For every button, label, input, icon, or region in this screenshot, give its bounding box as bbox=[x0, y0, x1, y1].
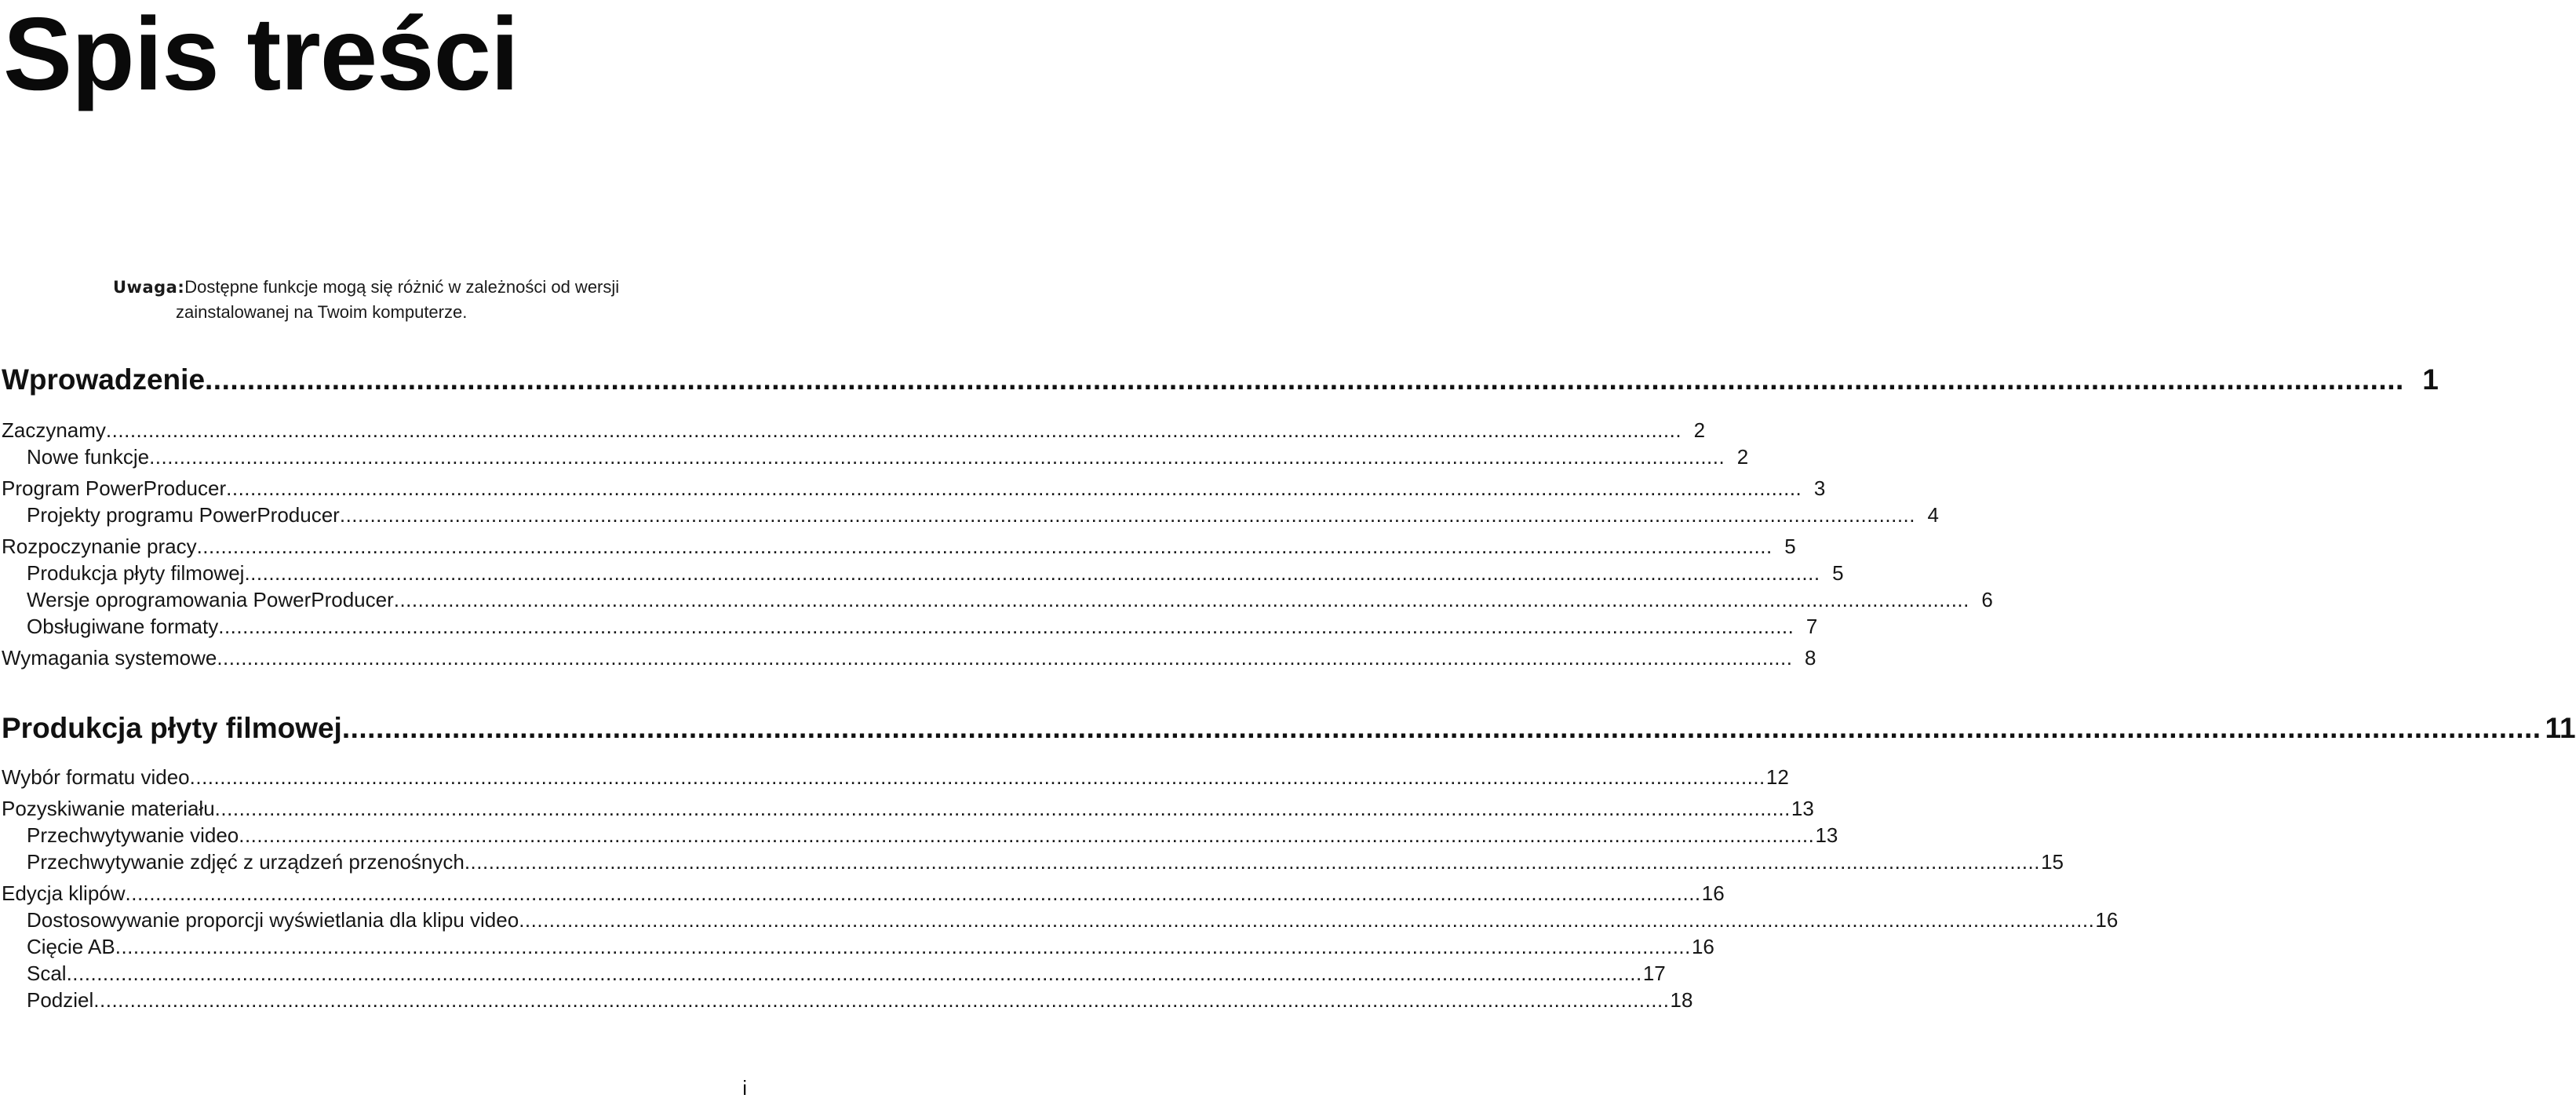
toc-entry-title: Dostosowywanie proporcji wyświetlania dla klipu video bbox=[27, 908, 519, 932]
toc-entry-title: Projekty programu PowerProducer bbox=[27, 503, 340, 527]
toc-entry-title: Zaczynamy bbox=[2, 418, 106, 442]
toc-entry-page: 5 bbox=[1832, 561, 1844, 585]
toc-leader-dots: .................................................................................................................................................................................................................................................................... bbox=[341, 712, 2541, 744]
toc-entry[interactable] bbox=[27, 614, 1818, 639]
toc-entry-page: 16 bbox=[1691, 935, 1714, 958]
toc-entry-title: Program PowerProducer bbox=[2, 476, 227, 500]
toc-entry[interactable] bbox=[27, 961, 1666, 986]
toc-chapter[interactable] bbox=[2, 711, 2576, 746]
toc-entry-title: Cięcie AB bbox=[27, 935, 115, 958]
toc-entry[interactable] bbox=[27, 560, 1844, 586]
toc-entry-title: Pozyskiwanie materiału bbox=[2, 797, 215, 820]
toc-entry-title: Scal bbox=[27, 962, 67, 985]
toc-leader-dots: .................................................................................................................................................................................................................................................................... bbox=[339, 503, 1915, 527]
toc-leader-dots: .................................................................................................................................................................................................................................................................... bbox=[217, 646, 1793, 670]
toc-entry-page: 17 bbox=[1642, 962, 1666, 985]
note-label: Uwaga: bbox=[113, 278, 185, 297]
toc-leader-dots: .................................................................................................................................................................................................................................................................... bbox=[189, 765, 1765, 789]
toc-leader-dots: .................................................................................................................................................................................................................................................................... bbox=[464, 850, 2040, 874]
note-text-line2: zainstalowanej na Twoim komputerze. bbox=[176, 302, 468, 322]
toc-entry[interactable] bbox=[27, 587, 1993, 612]
toc-entry[interactable] bbox=[2, 881, 1725, 906]
toc-entry[interactable] bbox=[27, 987, 1693, 1013]
toc-entry-page: 18 bbox=[1670, 988, 1693, 1012]
toc-entry-page: 8 bbox=[1805, 646, 1816, 670]
toc-leader-dots: .................................................................................................................................................................................................................................................................... bbox=[196, 535, 1773, 558]
toc-chapter[interactable] bbox=[2, 363, 2439, 397]
page-number: i bbox=[742, 1076, 747, 1100]
toc-entry-page: 13 bbox=[1791, 797, 1814, 820]
toc-entry[interactable] bbox=[2, 764, 1789, 790]
toc-leader-dots: .................................................................................................................................................................................................................................................................... bbox=[66, 962, 1642, 985]
toc-entry-page: 16 bbox=[2095, 908, 2119, 932]
toc-entry-title: Produkcja płyty filmowej bbox=[2, 712, 342, 744]
toc-entry-page: 2 bbox=[1736, 445, 1749, 469]
toc-entry-title: Nowe funkcje bbox=[27, 445, 150, 469]
toc-entry-page: 1 bbox=[2422, 363, 2439, 396]
toc-entry-page: 16 bbox=[1701, 881, 1725, 905]
toc-entry-page: 11 bbox=[2545, 712, 2576, 744]
toc-entry[interactable] bbox=[27, 849, 2064, 874]
toc-leader-dots: .................................................................................................................................................................................................................................................................... bbox=[244, 561, 1820, 585]
toc-leader-dots: .................................................................................................................................................................................................................................................................... bbox=[519, 908, 2095, 932]
toc-entry-title: Wprowadzenie bbox=[2, 363, 206, 396]
toc-entry-title: Produkcja płyty filmowej bbox=[27, 561, 245, 585]
toc-entry[interactable] bbox=[2, 418, 1706, 443]
toc-entry-page: 13 bbox=[1815, 823, 1838, 847]
version-note bbox=[113, 275, 709, 324]
toc-entry-title: Podziel bbox=[27, 988, 94, 1012]
toc-leader-dots: .................................................................................................................................................................................................................................................................... bbox=[393, 588, 1969, 611]
toc-leader-dots: .................................................................................................................................................................................................................................................................... bbox=[218, 615, 1794, 638]
toc-leader-dots: .................................................................................................................................................................................................................................................................... bbox=[226, 476, 1802, 500]
toc-entry[interactable] bbox=[27, 934, 1714, 959]
toc-entry-page: 2 bbox=[1693, 418, 1706, 442]
toc-leader-dots: .................................................................................................................................................................................................................................................................... bbox=[105, 418, 1682, 442]
toc-leader-dots: .................................................................................................................................................................................................................................................................... bbox=[125, 881, 1701, 905]
toc-entry-page: 4 bbox=[1927, 503, 1939, 527]
toc-leader-dots: .................................................................................................................................................................................................................................................................... bbox=[239, 823, 1815, 847]
toc-entry-title: Przechwytywanie zdjęć z urządzeń przenośnych bbox=[27, 850, 465, 874]
toc-leader-dots: .................................................................................................................................................................................................................................................................... bbox=[93, 988, 1670, 1012]
toc-entry[interactable] bbox=[27, 823, 1838, 848]
toc-entry-page: 15 bbox=[2041, 850, 2064, 874]
toc-leader-dots: .................................................................................................................................................................................................................................................................... bbox=[149, 445, 1725, 469]
toc-entry[interactable] bbox=[2, 476, 1826, 501]
page-title: Spis treści bbox=[3, 0, 519, 111]
toc-entry[interactable] bbox=[27, 502, 1939, 527]
toc-entry[interactable] bbox=[2, 645, 1816, 670]
toc-entry-page: 5 bbox=[1784, 535, 1796, 558]
toc-entry-page: 12 bbox=[1765, 765, 1789, 789]
toc-entry[interactable] bbox=[27, 907, 2119, 932]
toc-leader-dots: .................................................................................................................................................................................................................................................................... bbox=[115, 935, 1691, 958]
toc-entry-title: Wybór formatu video bbox=[2, 765, 190, 789]
toc-entry-page: 6 bbox=[1981, 588, 1993, 611]
toc-entry[interactable] bbox=[2, 534, 1796, 559]
toc-entry-title: Wymagania systemowe bbox=[2, 646, 217, 670]
toc-entry-title: Przechwytywanie video bbox=[27, 823, 239, 847]
toc-entry-title: Obsługiwane formaty bbox=[27, 615, 219, 638]
toc-entry-title: Rozpoczynanie pracy bbox=[2, 535, 197, 558]
toc-entry-page: 3 bbox=[1813, 476, 1826, 500]
toc-leader-dots: .................................................................................................................................................................................................................................................................... bbox=[214, 797, 1791, 820]
toc-leader-dots: .................................................................................................................................................................................................................................................................... bbox=[205, 363, 2404, 396]
toc-entry-page: 7 bbox=[1805, 615, 1818, 638]
toc-entry[interactable] bbox=[2, 796, 1814, 821]
toc-entry-title: Wersje oprogramowania PowerProducer bbox=[27, 588, 394, 611]
toc-entry-title: Edycja klipów bbox=[2, 881, 126, 905]
toc-entry[interactable] bbox=[27, 444, 1749, 469]
note-text-line1: Dostępne funkcje mogą się różnić w zależności od wersji bbox=[184, 277, 620, 297]
